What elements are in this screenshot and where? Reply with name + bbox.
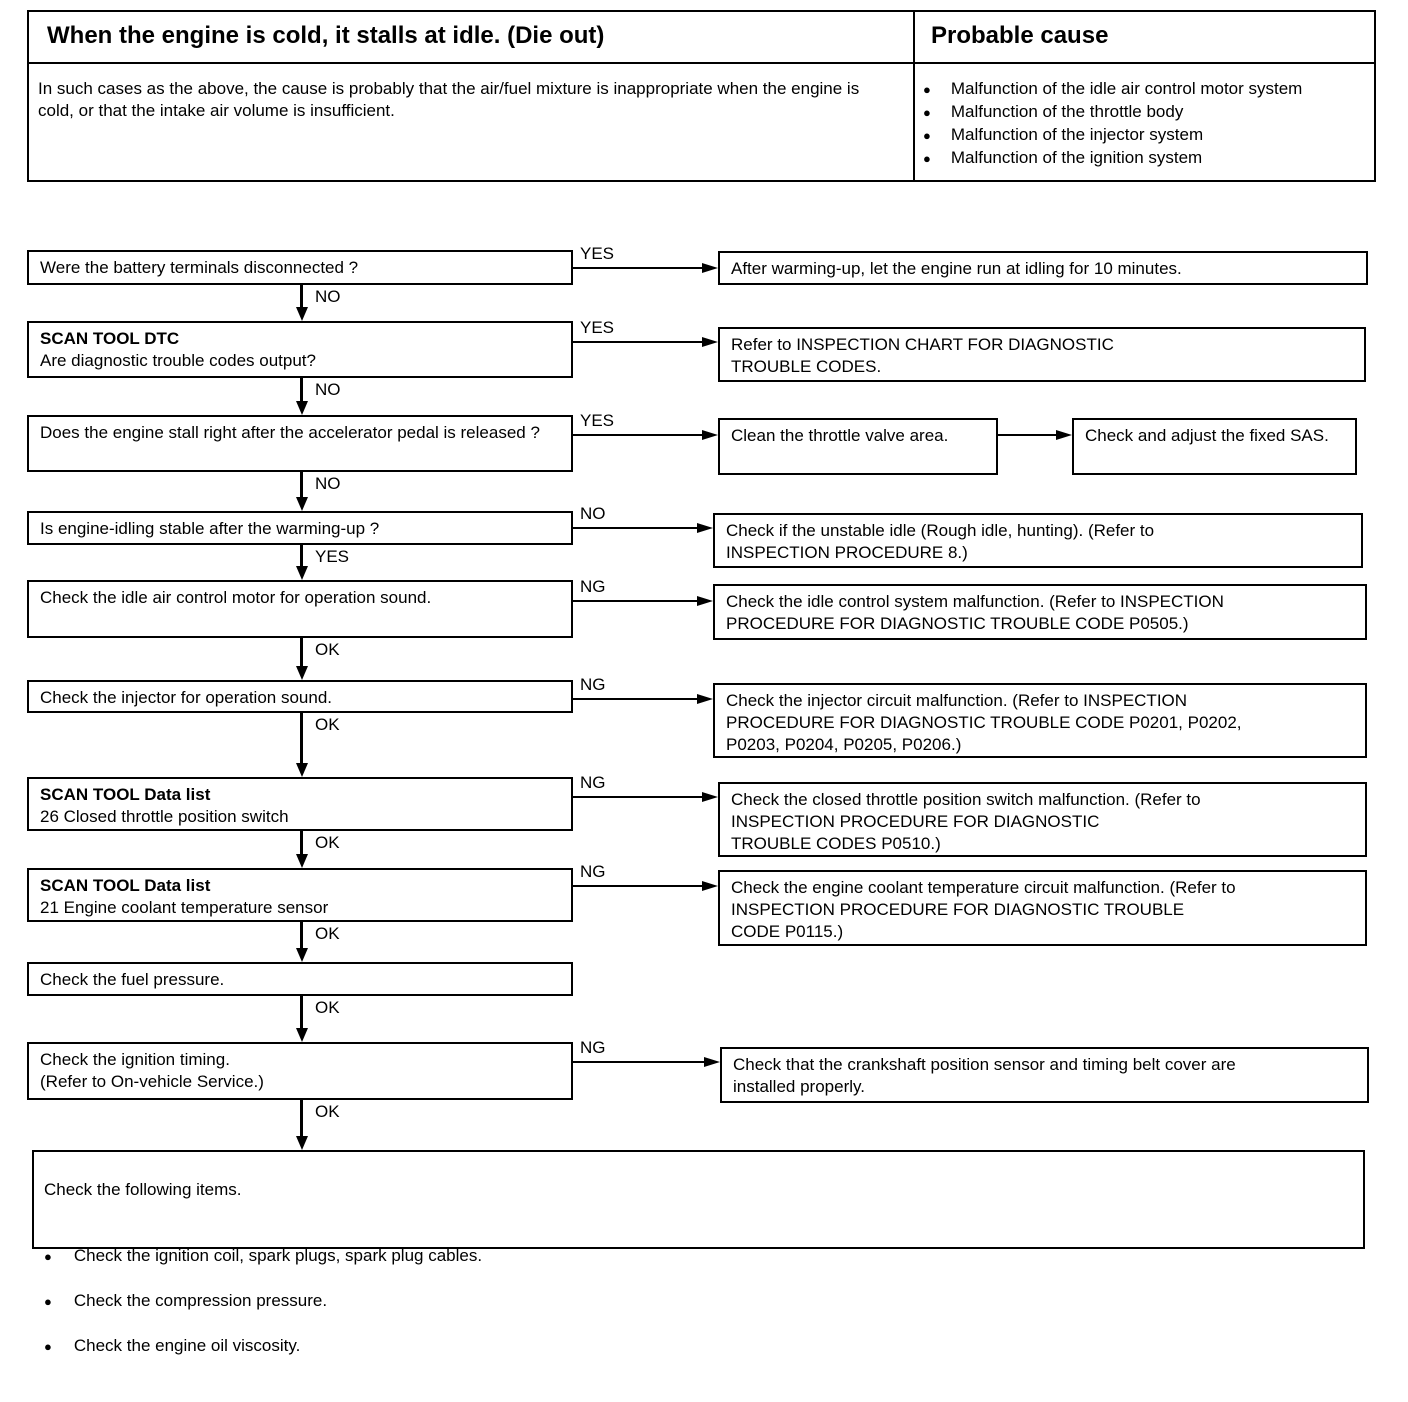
step-title: SCAN TOOL DTC — [40, 329, 180, 348]
branch-arrow-line — [573, 1061, 706, 1063]
final-check-item: ● Check the compression pressure. — [44, 1290, 1353, 1313]
down-arrow-line — [300, 545, 303, 568]
step-text: 26 Closed throttle position switch — [40, 807, 289, 826]
branch-arrow-arrowhead — [702, 337, 718, 347]
down-arrowhead — [296, 948, 308, 962]
table-divider — [913, 12, 915, 180]
step-text: Does the engine stall right after the accelerator pedal is released ? — [40, 423, 540, 442]
branch-arrow-arrowhead — [704, 1057, 720, 1067]
next-branch-label: YES — [315, 547, 350, 566]
step-text: Check the injector for operation sound. — [40, 688, 333, 707]
branch-label: NG — [580, 773, 606, 792]
table-divider — [29, 62, 1374, 64]
step-title: SCAN TOOL Data list — [40, 785, 211, 804]
decision-box-6 — [27, 680, 573, 713]
step-title: SCAN TOOL Data list — [40, 876, 211, 895]
decision-box-5 — [27, 580, 573, 638]
decision-box-1 — [27, 250, 573, 285]
result-box-followup: Check and adjust the fixed SAS. — [1072, 418, 1357, 475]
down-arrowhead — [296, 401, 308, 415]
result-box-1: After warming-up, let the engine run at idling for 10 minutes. — [718, 251, 1368, 285]
symptom-description: In such cases as the above, the cause is probably that the air/fuel mixture is inappropriate when the engine is cold, or that the intake air volume is insufficient. — [38, 79, 860, 120]
result-box-2: Refer to INSPECTION CHART FOR DIAGNOSTIC TROUBLE CODES. — [718, 327, 1366, 382]
branch-label: YES — [580, 318, 615, 337]
cause-item: ● Malfunction of the throttle body — [923, 101, 1302, 124]
branch-arrow-arrowhead — [697, 694, 713, 704]
next-branch-label: NO — [315, 287, 341, 306]
decision-box-8 — [27, 868, 573, 922]
branch-label: NG — [580, 675, 606, 694]
result-box-10: Check that the crankshaft position sensor and timing belt cover are installed properly. — [720, 1047, 1369, 1103]
result-box-4: Check if the unstable idle (Rough idle, hunting). (Refer to INSPECTION PROCEDURE 8.) — [713, 513, 1363, 568]
down-arrow-line — [300, 378, 303, 403]
branch-label: NG — [580, 862, 606, 881]
step-text: Are diagnostic trouble codes output? — [40, 351, 316, 370]
symptom-table — [27, 10, 1376, 182]
down-arrow-line — [300, 996, 303, 1030]
result-box-5: Check the idle control system malfunction. (Refer to INSPECTION PROCEDURE FOR DIAGNOSTIC TROUBLE CODE P0505.) — [713, 584, 1367, 640]
final-check-list — [44, 1223, 1353, 1380]
next-branch-label: OK — [315, 998, 340, 1017]
branch-label: YES — [580, 244, 615, 263]
decision-box-10 — [27, 1042, 573, 1100]
step-text: Check the ignition timing. (Refer to On-vehicle Service.) — [40, 1050, 264, 1091]
down-arrow-line — [300, 1100, 303, 1138]
final-check-item: ● Check the engine oil viscosity. — [44, 1335, 1353, 1358]
branch-arrow-line — [573, 341, 704, 343]
branch-arrow-arrowhead — [702, 430, 718, 440]
next-branch-label: OK — [315, 715, 340, 734]
branch-arrow-arrowhead — [702, 792, 718, 802]
branch-arrow-line — [573, 527, 699, 529]
next-branch-label: OK — [315, 833, 340, 852]
down-arrow-line — [300, 922, 303, 950]
followup-arrow-arrowhead — [1056, 430, 1072, 440]
branch-arrow-line — [573, 434, 704, 436]
final-check-box — [32, 1150, 1365, 1355]
branch-label: NG — [580, 577, 606, 596]
cause-item: ● Malfunction of the injector system — [923, 124, 1302, 147]
down-arrowhead — [296, 566, 308, 580]
branch-label: NG — [580, 1038, 606, 1057]
result-box-7: Check the closed throttle position switch malfunction. (Refer to INSPECTION PROCEDURE FOR DIAGNOSTIC TROUBLE CODES P0510.) — [718, 782, 1367, 857]
down-arrow-line — [300, 472, 303, 499]
down-arrowhead — [296, 307, 308, 321]
down-arrowhead — [296, 1136, 308, 1150]
down-arrowhead — [296, 763, 308, 777]
cause-title: Probable cause — [931, 22, 1109, 49]
branch-arrow-arrowhead — [697, 596, 713, 606]
branch-arrow-line — [573, 796, 704, 798]
down-arrowhead — [296, 854, 308, 868]
result-box-6: Check the injector circuit malfunction. (Refer to INSPECTION PROCEDURE FOR DIAGNOSTIC TROUBLE CODE P0201, P0202, P0203, P0204, P0205, P0206.) — [713, 683, 1367, 758]
branch-arrow-arrowhead — [697, 523, 713, 533]
decision-box-3 — [27, 415, 573, 472]
down-arrow-line — [300, 831, 303, 856]
next-branch-label: NO — [315, 380, 341, 399]
next-branch-label: OK — [315, 640, 340, 659]
final-check-item: ● Check the ignition coil, spark plugs, spark plug cables. — [44, 1245, 1353, 1268]
next-branch-label: NO — [315, 474, 341, 493]
step-text: Check the fuel pressure. — [40, 970, 225, 989]
down-arrow-line — [300, 713, 303, 765]
branch-arrow-line — [573, 600, 699, 602]
final-intro: Check the following items. — [44, 1180, 242, 1199]
branch-arrow-arrowhead — [702, 263, 718, 273]
branch-arrow-arrowhead — [702, 881, 718, 891]
cause-item: ● Malfunction of the idle air control motor system — [923, 78, 1302, 101]
down-arrow-line — [300, 638, 303, 668]
branch-arrow-line — [573, 698, 699, 700]
step-text: Check the idle air control motor for operation sound. — [40, 588, 432, 607]
decision-box-4 — [27, 511, 573, 545]
down-arrowhead — [296, 1028, 308, 1042]
down-arrowhead — [296, 497, 308, 511]
step-text: Were the battery terminals disconnected ? — [40, 258, 359, 277]
cause-item: ● Malfunction of the ignition system — [923, 147, 1302, 170]
result-box-3: Clean the throttle valve area. — [718, 418, 998, 475]
branch-arrow-line — [573, 885, 704, 887]
decision-box-9 — [27, 962, 573, 996]
decision-box-2 — [27, 321, 573, 378]
probable-cause-list — [923, 78, 1302, 170]
decision-box-7 — [27, 777, 573, 831]
branch-label: NO — [580, 504, 606, 523]
step-text: Is engine-idling stable after the warming-up ? — [40, 519, 380, 538]
branch-label: YES — [580, 411, 615, 430]
next-branch-label: OK — [315, 1102, 340, 1121]
next-branch-label: OK — [315, 924, 340, 943]
branch-arrow-line — [573, 267, 704, 269]
result-box-8: Check the engine coolant temperature circuit malfunction. (Refer to INSPECTION PROCEDURE FOR DIAGNOSTIC TROUBLE CODE P0115.) — [718, 870, 1367, 946]
down-arrowhead — [296, 666, 308, 680]
followup-arrow-line — [998, 434, 1058, 436]
step-text: 21 Engine coolant temperature sensor — [40, 898, 329, 917]
down-arrow-line — [300, 285, 303, 309]
symptom-title: When the engine is cold, it stalls at idle. (Die out) — [47, 22, 605, 49]
